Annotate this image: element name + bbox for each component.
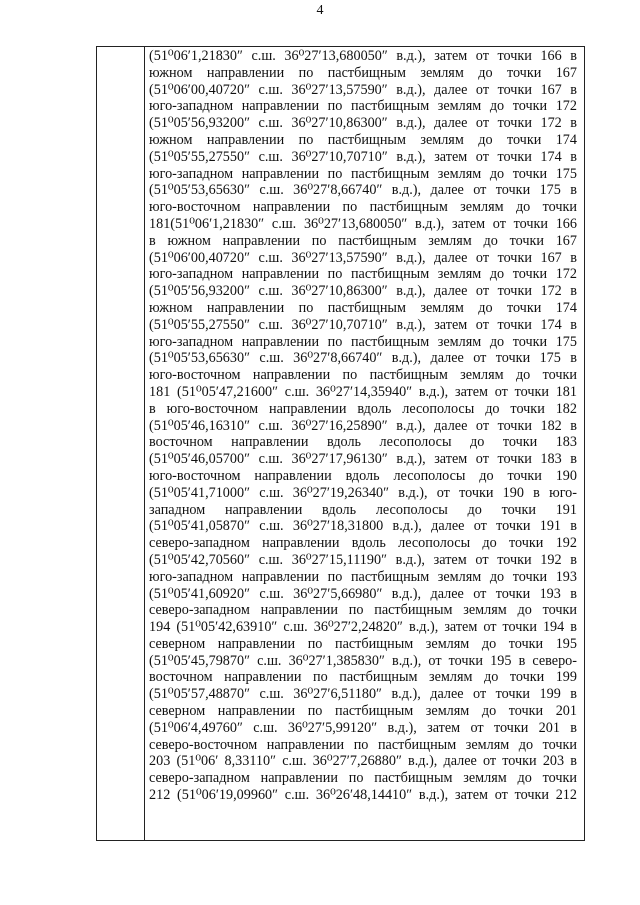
boundary-description-text xyxy=(149,48,577,804)
text-line: (51⁰05′55,27550″ с.ш. 36⁰27′10,70710″ в.д.), затем от точки 174 в xyxy=(149,148,577,165)
text-line: 212 (51⁰06′19,09960″ с.ш. 36⁰26′48,14410″ в.д.), затем от точки 212 xyxy=(149,787,577,804)
text-line: северо-западном направлении по пастбищным землям до точки xyxy=(149,770,577,787)
text-line: северном направлении по пастбищным землям до точки 201 xyxy=(149,703,577,720)
text-line: в юго-восточном направлении вдоль лесополосы до точки 182 xyxy=(149,400,577,417)
text-line: (51⁰05′41,60920″ с.ш. 36⁰27′5,66980″ в.д.), далее от точки 193 в xyxy=(149,585,577,602)
text-line: северо-западном направлении по пастбищным землям до точки xyxy=(149,602,577,619)
column-divider xyxy=(144,46,145,841)
text-line: (51⁰06′1,21830″ с.ш. 36⁰27′13,680050″ в.д.), затем от точки 166 в xyxy=(149,48,577,64)
text-line: (51⁰05′55,27550″ с.ш. 36⁰27′10,70710″ в.д.), затем от точки 174 в xyxy=(149,316,577,333)
text-line: северном направлении по пастбищным землям до точки 195 xyxy=(149,635,577,652)
text-line: (51⁰05′41,05870″ с.ш. 36⁰27′18,31800 в.д.), далее от точки 191 в xyxy=(149,518,577,535)
text-line: юго-западном направлении по пастбищным землям до точки 172 xyxy=(149,266,577,283)
text-line: 181 (51⁰05′47,21600″ с.ш. 36⁰27′14,35940″ в.д.), затем от точки 181 xyxy=(149,383,577,400)
text-line: (51⁰05′41,71000″ с.ш. 36⁰27′19,26340″ в.д.), от точки 190 в юго- xyxy=(149,484,577,501)
text-line: (51⁰05′46,16310″ с.ш. 36⁰27′16,25890″ в.д.), далее от точки 182 в xyxy=(149,417,577,434)
text-line: южном направлении по пастбищным землям до точки 167 xyxy=(149,64,577,81)
text-line: юго-восточном направлении по пастбищным землям до точки xyxy=(149,199,577,216)
text-line: (51⁰05′56,93200″ с.ш. 36⁰27′10,86300″ в.д.), далее от точки 172 в xyxy=(149,283,577,300)
text-line: (51⁰05′46,05700″ с.ш. 36⁰27′17,96130″ в.д.), затем от точки 183 в xyxy=(149,451,577,468)
text-line: в южном направлении по пастбищным землям до точки 167 xyxy=(149,232,577,249)
text-line: южном направлении по пастбищным землям до точки 174 xyxy=(149,299,577,316)
text-line: (51⁰05′56,93200″ с.ш. 36⁰27′10,86300″ в.д.), далее от точки 172 в xyxy=(149,115,577,132)
text-line: северо-западном направлении вдоль лесополосы до точки 192 xyxy=(149,535,577,552)
text-line: юго-западном направлении по пастбищным землям до точки 175 xyxy=(149,165,577,182)
text-line: юго-восточном направлении по пастбищным землям до точки xyxy=(149,367,577,384)
text-line: северо-восточном направлении по пастбищным землям до точки xyxy=(149,736,577,753)
text-line: (51⁰05′45,79870″ с.ш. 36⁰27′1,385830″ в.д.), от точки 195 в северо- xyxy=(149,652,577,669)
text-line: (51⁰06′00,40720″ с.ш. 36⁰27′13,57590″ в.д.), далее от точки 167 в xyxy=(149,249,577,266)
text-line: (51⁰05′53,65630″ с.ш. 36⁰27′8,66740″ в.д.), далее от точки 175 в xyxy=(149,350,577,367)
text-line: западном направлении вдоль лесополосы до точки 191 xyxy=(149,501,577,518)
text-line: 194 (51⁰05′42,63910″ с.ш. 36⁰27′2,24820″ в.д.), затем от точки 194 в xyxy=(149,619,577,636)
text-line: восточном направлении вдоль лесополосы до точки 183 xyxy=(149,434,577,451)
text-line: юго-западном направлении по пастбищным землям до точки 193 xyxy=(149,568,577,585)
text-line: (51⁰06′4,49760″ с.ш. 36⁰27′5,99120″ в.д.), затем от точки 201 в xyxy=(149,719,577,736)
text-line: (51⁰06′00,40720″ с.ш. 36⁰27′13,57590″ в.д.), далее от точки 167 в xyxy=(149,81,577,98)
text-line: юго-западном направлении по пастбищным землям до точки 175 xyxy=(149,333,577,350)
text-line: юго-восточном направлении вдоль лесополосы до точки 190 xyxy=(149,467,577,484)
text-line: 181(51⁰06′1,21830″ с.ш. 36⁰27′13,680050″ в.д.), затем от точки 166 xyxy=(149,215,577,232)
page-number: 4 xyxy=(316,3,324,18)
text-line: (51⁰05′57,48870″ с.ш. 36⁰27′6,51180″ в.д.), далее от точки 199 в xyxy=(149,686,577,703)
text-line: южном направлении по пастбищным землям до точки 174 xyxy=(149,131,577,148)
text-line: восточном направлении по пастбищным землям до точки 199 xyxy=(149,669,577,686)
text-line: (51⁰05′53,65630″ с.ш. 36⁰27′8,66740″ в.д.), далее от точки 175 в xyxy=(149,182,577,199)
text-line: юго-западном направлении по пастбищным землям до точки 172 xyxy=(149,98,577,115)
text-line: 203 (51⁰06′ 8,33110″ с.ш. 36⁰27′7,26880″ в.д.), далее от точки 203 в xyxy=(149,753,577,770)
text-line: (51⁰05′42,70560″ с.ш. 36⁰27′15,11190″ в.д.), затем от точки 192 в xyxy=(149,551,577,568)
